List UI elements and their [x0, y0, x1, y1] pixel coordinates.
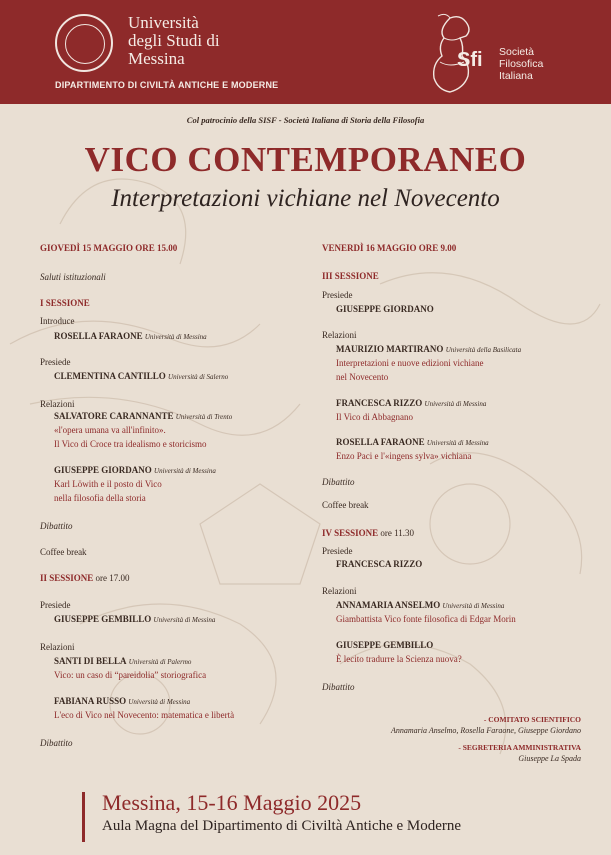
sfi-logo: Sfi — [457, 49, 483, 71]
speaker — [336, 437, 489, 449]
speaker — [54, 411, 232, 423]
speaker-name: ROSELLA FARAONE — [336, 437, 425, 447]
committee-label: - COMITATO SCIENTIFICO — [483, 715, 581, 724]
talk-title: Il Vico di Abbagnano — [336, 412, 414, 422]
coffee-break: Coffee break — [40, 547, 87, 557]
coffee-break: Coffee break — [322, 500, 369, 510]
speaker — [54, 696, 190, 708]
secretariat-label: - SEGRETERIA AMMINISTRATIVA — [458, 743, 581, 752]
role-label: Presiede — [40, 357, 71, 367]
role-label: Relazioni — [322, 330, 357, 340]
talk-title: Giambattista Vico fonte filosofica di Edgar Morin — [336, 614, 516, 624]
secretariat-names: Giuseppe La Spada — [518, 754, 581, 763]
speaker-affiliation: Università di Messina — [153, 616, 216, 624]
speaker-name: FRANCESCA RIZZO — [336, 398, 423, 408]
debate: Dibattito — [322, 682, 355, 692]
talk-title: Enzo Paci e l'«ingens sylva» vichiana — [336, 451, 472, 461]
role-label: Relazioni — [322, 586, 357, 596]
session-heading — [40, 573, 130, 584]
talk-title: Interpretazioni e nuove edizioni vichiane — [336, 358, 484, 368]
committee-info — [391, 714, 581, 764]
speaker-affiliation: Università di Palermo — [128, 658, 192, 666]
left-column — [40, 243, 310, 763]
talk-title: Vico: un caso di “pareidolia” storiografica — [54, 670, 207, 680]
speaker-name: SANTI DI BELLA — [54, 656, 127, 666]
role-label: Presiede — [322, 290, 353, 300]
talk-title: Karl Löwith e il posto di Vico — [54, 479, 162, 489]
event-place-date: Messina, 15-16 Maggio 2025 — [102, 790, 362, 815]
event-venue: Aula Magna del Dipartimento di Civiltà Antiche e Moderne — [102, 818, 462, 834]
speaker-name: CLEMENTINA CANTILLO — [54, 371, 166, 381]
debate: Dibattito — [40, 521, 73, 531]
speaker-name: GIUSEPPE GIORDANO — [54, 465, 152, 475]
committee-names: Annamaria Anselmo, Rosella Faraone, Giuseppe Giordano — [391, 726, 581, 735]
patronage: Col patrocinio della SISF - Società Italiana di Storia della Filosofia — [186, 115, 425, 125]
speaker — [54, 371, 228, 383]
speaker-affiliation: Università di Trento — [175, 413, 233, 421]
role-label: Presiede — [40, 600, 71, 610]
speaker-affiliation: Università di Messina — [128, 698, 191, 706]
speaker — [54, 656, 191, 668]
speaker-affiliation: Università della Basilicata — [445, 346, 522, 354]
session-time: ore 11.30 — [380, 528, 415, 538]
speaker — [54, 465, 216, 477]
session-heading — [322, 528, 414, 539]
speaker — [336, 600, 504, 612]
debate: Dibattito — [322, 477, 355, 487]
right-column — [322, 243, 597, 703]
speaker-affiliation: Università di Messina — [442, 602, 505, 610]
role-label: Relazioni — [40, 642, 75, 652]
day-heading: GIOVEDÌ 15 MAGGIO ORE 15.00 — [40, 243, 178, 253]
talk-title: È lecito tradurre la Scienza nuova? — [336, 654, 462, 664]
speaker-name: FRANCESCA RIZZO — [336, 559, 423, 569]
university-name — [128, 14, 220, 68]
speaker-name: ROSELLA FARAONE — [54, 331, 143, 341]
talk-title: nella filosofia della storia — [54, 493, 146, 503]
sfi-name-line: Italiana — [499, 70, 533, 82]
session-label: III SESSIONE — [322, 271, 379, 281]
speaker-name: SALVATORE CARANNANTE — [54, 411, 174, 421]
session-label: I SESSIONE — [40, 298, 90, 308]
page-subtitle: Interpretazioni vichiane nel Novecento — [111, 185, 500, 212]
university-name-line: Messina — [128, 49, 185, 68]
university-name-line: Università — [128, 13, 199, 32]
session-time: ore 17.00 — [95, 573, 130, 583]
speaker-name: GIUSEPPE GIORDANO — [336, 304, 434, 314]
department-name: DIPARTIMENTO DI CIVILTÀ ANTICHE E MODERNE — [55, 80, 279, 90]
speaker-name: MAURIZIO MARTIRANO — [336, 344, 444, 354]
speaker-name: FABIANA RUSSO — [54, 696, 127, 706]
speaker-affiliation: Università di Messina — [424, 400, 487, 408]
speaker-name: ANNAMARIA ANSELMO — [336, 600, 441, 610]
speaker-affiliation: Università di Salerno — [168, 373, 229, 381]
sfi-name-line: Società — [499, 46, 535, 58]
debate: Dibattito — [40, 738, 73, 748]
greetings: Saluti istituzionali — [40, 272, 106, 282]
sfi-name — [499, 46, 543, 82]
speaker-name: GIUSEPPE GEMBILLO — [336, 640, 434, 650]
speaker — [54, 331, 207, 343]
talk-title: nel Novecento — [336, 372, 389, 382]
role-label: Presiede — [322, 546, 353, 556]
speaker-name: GIUSEPPE GEMBILLO — [54, 614, 152, 624]
speaker-affiliation: Università di Messina — [154, 467, 216, 475]
session-label: II SESSIONE — [40, 573, 94, 583]
talk-title: L'eco di Vico nel Novecento: matematica e libertà — [54, 710, 235, 720]
role-label: Relazioni — [40, 399, 75, 409]
sfi-name-line: Filosofica — [499, 58, 544, 70]
speaker — [336, 344, 521, 356]
speaker — [54, 614, 215, 626]
session-label: IV SESSIONE — [322, 528, 379, 538]
speaker-affiliation: Università di Messina — [144, 333, 207, 341]
footer-accent-bar — [82, 792, 85, 842]
university-name-line: degli Studi di — [128, 31, 220, 50]
speaker — [336, 398, 486, 410]
role-label: Introduce — [40, 316, 75, 326]
talk-title: «l'opera umana va all'infinito». — [54, 425, 166, 435]
talk-title: Il Vico di Croce tra idealismo e storicismo — [54, 439, 207, 449]
speaker-affiliation: Università di Messina — [426, 439, 489, 447]
day-heading: VENERDÌ 16 MAGGIO ORE 9.00 — [322, 243, 457, 253]
university-seal-logo — [55, 14, 113, 72]
page-title: VICO CONTEMPORANEO — [84, 140, 527, 179]
